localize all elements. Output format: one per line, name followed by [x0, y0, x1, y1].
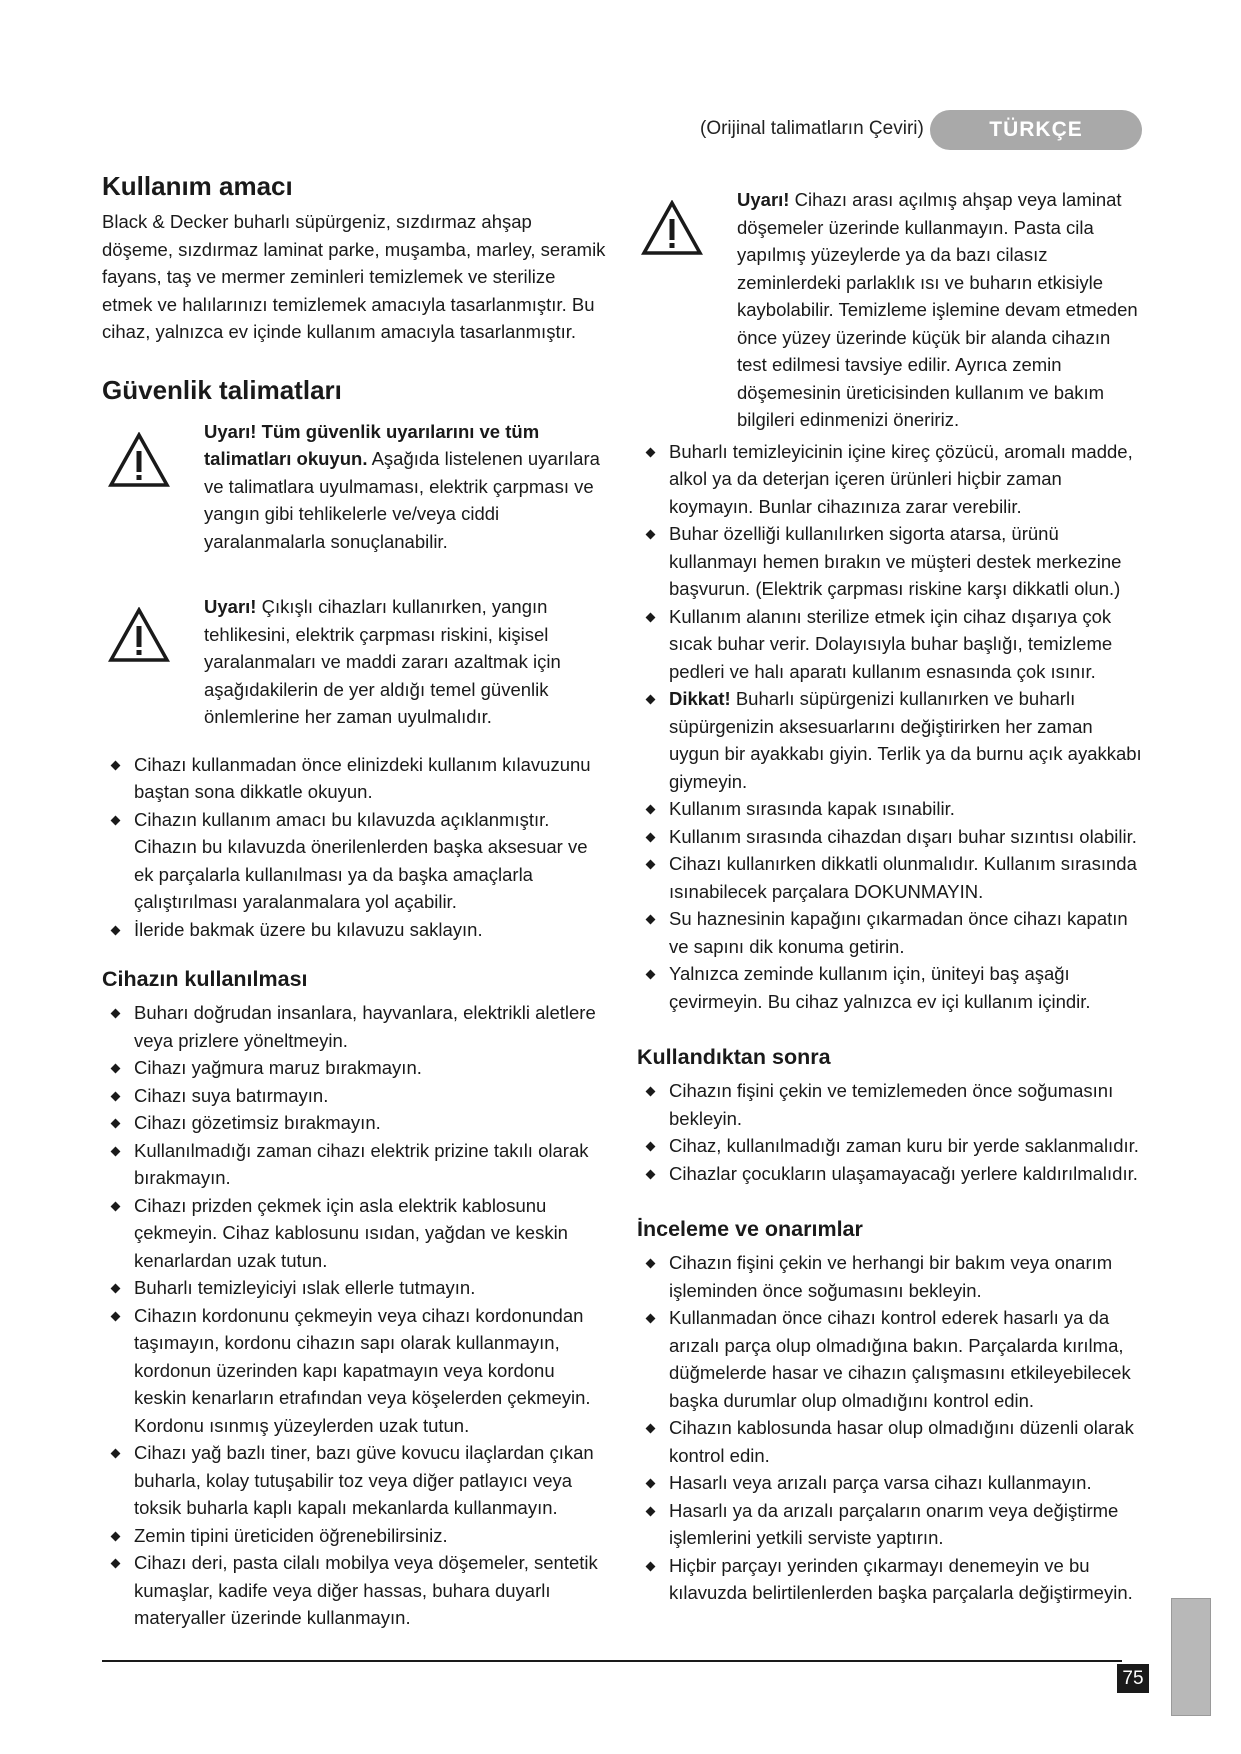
safety-warning-2 [102, 593, 607, 731]
list-item: Kullanım sırasında kapak ısınabilir. [637, 795, 1142, 823]
floor-warning-text [737, 186, 1142, 434]
usage-bullet-list [102, 999, 607, 1632]
floor-warning-body: Cihazı arası açılmış ahşap veya laminat döşemeler üzerinde kullanmayın. Pasta cila yapılmış yüzeylerde ya da bazı cilasız zeminlerdeki parlaklık ısı ve buharın etkisiyle kaybolabilir. Temizleme işlemine devam etmeden önce yüzey üzerinde küçük bir alanda cihazın test edilmesi tavsiye edilir. Ayrıca zemin döşemesinin üreticisinden kullanım ve bakım bilgileri edinmenizi öneririz. [737, 189, 1138, 430]
list-item [637, 685, 1142, 795]
safety-bullet-list [102, 751, 607, 944]
list-item: Kullanım sırasında cihazdan dışarı buhar sızıntısı olabilir. [637, 823, 1142, 851]
safety-warning-2-bold: Uyarı! [204, 596, 257, 617]
list-item: Kullanım alanını sterilize etmek için cihaz dışarıya çok sıcak buhar verir. Dolayısıyla buhar başlığı, temizleme pedleri ve halı aparatı kullanım esnasında çok ısınır. [637, 603, 1142, 686]
after-use-bullet-list [637, 1077, 1142, 1187]
left-column [102, 170, 607, 1660]
inspection-title: İnceleme ve onarımlar [637, 1217, 863, 1241]
after-use-section [637, 1043, 1142, 1187]
after-use-title: Kullandıktan sonra [637, 1045, 831, 1069]
list-item: Cihazı kullanırken dikkatli olunmalıdır. Kullanım sırasında ısınabilecek parçalara DOKUNMAYIN. [637, 850, 1142, 905]
list-item: Cihazın fişini çekin ve herhangi bir bakım veya onarım işleminden önce soğumasını bekleyin. [637, 1249, 1142, 1304]
right-bullet-list [637, 438, 1142, 1016]
intended-use-section [102, 170, 607, 346]
list-item: Cihazı deri, pasta cilalı mobilya veya döşemeler, sentetik kumaşlar, kadife veya diğer hassas, buhara duyarlı materyaller üzerinde kullanmayın. [102, 1549, 607, 1632]
list-item: Hasarlı veya arızalı parça varsa cihazı kullanmayın. [637, 1469, 1142, 1497]
safety-warning-2-body: Çıkışlı cihazları kullanırken, yangın tehlikesini, elektrik çarpması riskini, kişisel yaralanmaları ve maddi zararı azaltmak için aşağıdakilerin de yer aldığı temel güvenlik önlemlerine her zaman uyulmalıdır. [204, 596, 561, 727]
list-item: Cihazı suya batırmayın. [102, 1082, 607, 1110]
list-item: Buhar özelliği kullanılırken sigorta atarsa, ürünü kullanmayı hemen bırakın ve müşteri destek merkezine başvurun. (Elektrik çarpması riskine karşı dikkatli olun.) [637, 520, 1142, 603]
list-item: Su haznesinin kapağını çıkarmadan önce cihazı kapatın ve sapını dik konuma getirin. [637, 905, 1142, 960]
list-item: Yalnızca zeminde kullanım için, üniteyi baş aşağı çevirmeyin. Bu cihaz yalnızca ev içi kullanım içindir. [637, 960, 1142, 1015]
list-item: İleride bakmak üzere bu kılavuzu saklayın. [102, 916, 607, 944]
list-item: Cihazı yağmura maruz bırakmayın. [102, 1054, 607, 1082]
list-item: Hasarlı ya da arızalı parçaların onarım veya değiştirme işlemlerini yetkili serviste yaptırın. [637, 1497, 1142, 1552]
floor-warning-bold: Uyarı! [737, 189, 790, 210]
list-item: Cihazın kablosunda hasar olup olmadığını düzenli olarak kontrol edin. [637, 1414, 1142, 1469]
list-item: Cihazın kordonunu çekmeyin veya cihazı kordonundan taşımayın, kordonu cihazın sapı olarak kullanmayın, kordonun üzerinden kapı kapatmayın veya kordonu keskin kenarların etrafından veya köşelerden çekmeyin. Kordonu ısınmış yüzeylerden uzak tutun. [102, 1302, 607, 1440]
inspection-bullet-list [637, 1249, 1142, 1607]
floor-warning [637, 186, 1142, 434]
caution-bold: Dikkat! [669, 688, 731, 709]
safety-warning-1 [102, 418, 607, 556]
list-item: Cihazı gözetimsiz bırakmayın. [102, 1109, 607, 1137]
warning-triangle-icon [641, 200, 703, 256]
translation-note: (Orijinal talimatların Çeviri) [700, 118, 924, 139]
page-edge-tab [1171, 1598, 1211, 1716]
list-item: Buharlı temizleyicinin içine kireç çözücü, aromalı madde, alkol ya da deterjan içeren ürünleri hiçbir zaman koymayın. Bunlar cihazınıza zarar verebilir. [637, 438, 1142, 521]
safety-warning-1-text [204, 418, 607, 556]
right-column [637, 186, 1142, 1635]
list-item: Cihazı kullanmadan önce elinizdeki kullanım kılavuzunu baştan sona dikkatle okuyun. [102, 751, 607, 806]
safety-title: Güvenlik talimatları [102, 374, 342, 405]
warning-triangle-icon [108, 607, 170, 663]
list-item: Kullanmadan önce cihazı kontrol ederek hasarlı ya da arızalı parça olup olmadığına bakın. Parçalarda kırılma, düğmelerde hasar ve cihazın çalışmasını etkileyebilecek başka durumlar olup olmadığını kontrol edin. [637, 1304, 1142, 1414]
list-item: Cihaz, kullanılmadığı zaman kuru bir yerde saklanmalıdır. [637, 1132, 1142, 1160]
list-item: Cihazın fişini çekin ve temizlemeden önce soğumasını bekleyin. [637, 1077, 1142, 1132]
inspection-section [637, 1215, 1142, 1607]
caution-body: Buharlı süpürgenizi kullanırken ve buharlı süpürgenizin aksesuarlarını değiştirirken her zaman uygun bir ayakkabı giyin. Terlik ya da burnu açık ayakkabı giymeyin. [669, 688, 1142, 792]
list-item: Cihazın kullanım amacı bu kılavuzda açıklanmıştır. Cihazın bu kılavuzda önerilenlerden başka aksesuar ve ek parçalarla kullanılması ya da başka amaçlarla çalıştırılması yaralanmalara yol açabilir. [102, 806, 607, 916]
list-item: Cihazlar çocukların ulaşamayacağı yerlere kaldırılmalıdır. [637, 1160, 1142, 1188]
list-item: Cihazı prizden çekmek için asla elektrik kablosunu çekmeyin. Cihaz kablosunu ısıdan, yağdan ve keskin kenarlardan uzak tutun. [102, 1192, 607, 1275]
list-item: Zemin tipini üreticiden öğrenebilirsiniz. [102, 1522, 607, 1550]
footer-rule [102, 1660, 1122, 1662]
page-number: 75 [1117, 1664, 1149, 1693]
intended-use-title: Kullanım amacı [102, 171, 293, 201]
list-item: Buharlı temizleyiciyi ıslak ellerle tutmayın. [102, 1274, 607, 1302]
safety-warning-1-bold: Uyarı! Tüm güvenlik uyarılarını ve tüm talimatları okuyun. [204, 420, 540, 469]
list-item: Kullanılmadığı zaman cihazı elektrik prizine takılı olarak bırakmayın. [102, 1137, 607, 1192]
usage-title: Cihazın kullanılması [102, 967, 308, 991]
list-item: Buharı doğrudan insanlara, hayvanlara, elektrikli aletlere veya prizlere yöneltmeyin. [102, 999, 607, 1054]
safety-warning-1-body: Aşağıda listelenen uyarılara ve talimatlara uyulmaması, elektrik çarpması ve yangın gibi tehlikelerle ve/veya ciddi yaralanmalarla sonuçlanabilir. [204, 448, 600, 552]
warning-triangle-icon [108, 432, 170, 488]
language-badge: TÜRKÇE [930, 110, 1142, 150]
list-item: Hiçbir parçayı yerinden çıkarmayı denemeyin ve bu kılavuzda belirtilenlerden başka parçalarla değiştirmeyin. [637, 1552, 1142, 1607]
intended-use-text: Black & Decker buharlı süpürgeniz, sızdırmaz ahşap döşeme, sızdırmaz laminat parke, muşamba, marley, seramik fayans, taş ve mermer zeminleri temizlemek ve sterilize etmek ve halılarınızı temizlemek amacıyla tasarlanmıştır. Bu cihaz, yalnızca ev içinde kullanım amacıyla tasarlanmıştır. [102, 211, 606, 342]
usage-section [102, 965, 607, 1632]
list-item: Cihazı yağ bazlı tiner, bazı güve kovucu ilaçlardan çıkan buharla, kolay tutuşabilir toz veya diğer patlayıcı veya toksik buharla kaplı kapalı mekanlarda kullanmayın. [102, 1439, 607, 1522]
safety-warning-2-text [204, 593, 607, 731]
safety-section [102, 374, 607, 944]
